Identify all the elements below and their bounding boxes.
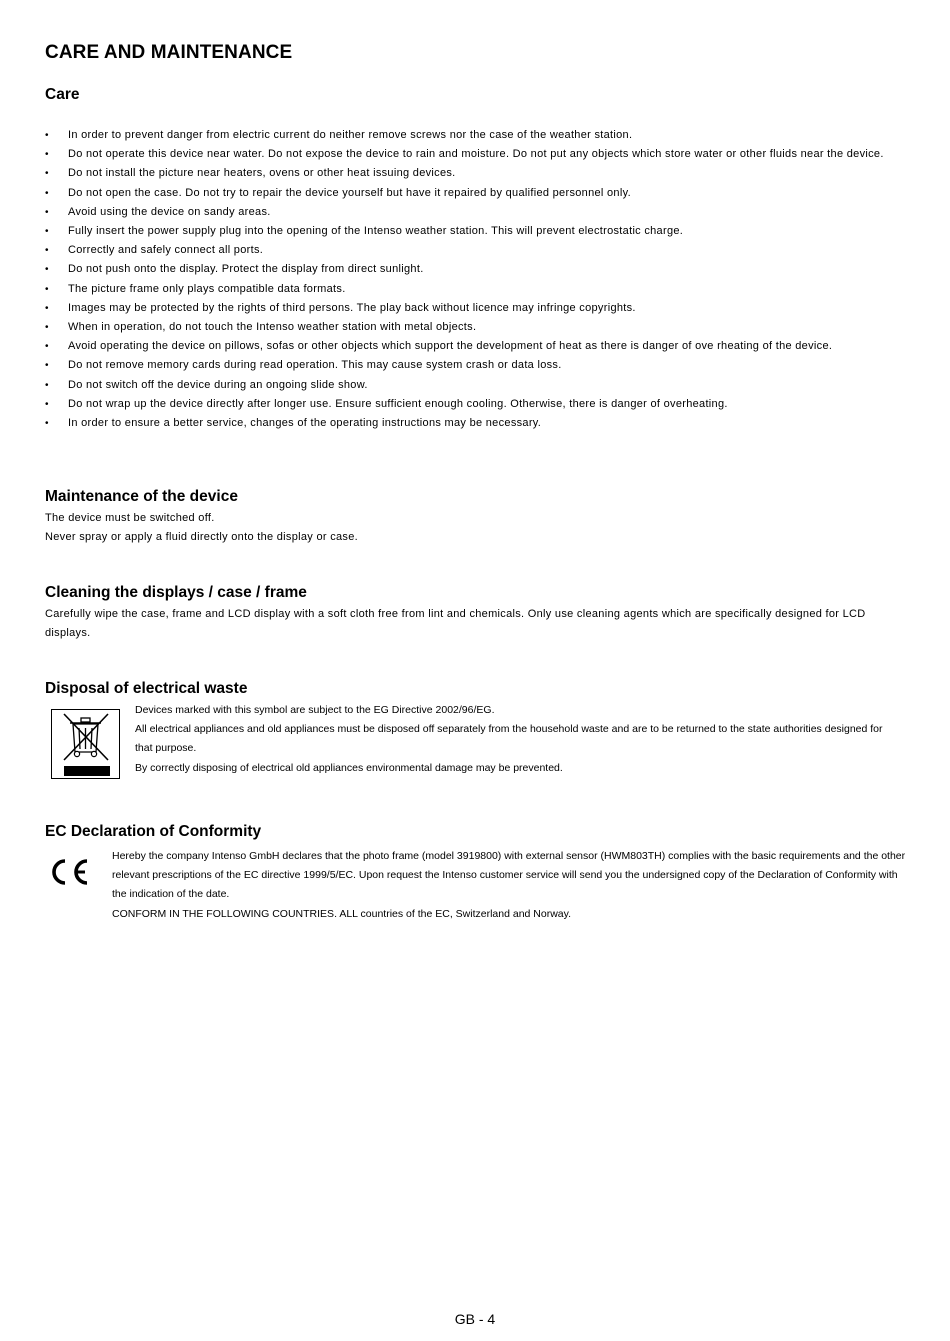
care-heading: Care [45,86,80,103]
disposal-text [135,701,895,778]
maintenance-text [45,509,905,547]
conformity-line: CONFORM IN THE FOLLOWING COUNTRIES. ALL countries of the EC, Switzerland and Norway. [112,907,572,920]
list-item: • Do not open the case. Do not try to repair the device yourself but have it repaired by qualified personnel only. [45,184,905,203]
list-item: • In order to prevent danger from electric current do neither remove screws nor the case of the weather station. [45,126,905,145]
list-item: • Correctly and safely connect all ports. [45,241,905,260]
list-item: • Do not operate this device near water. Do not expose the device to rain and moisture. Do not put any objects which store water or other fluids near the device. [45,145,905,164]
list-item: • The picture frame only plays compatible data formats. [45,280,905,299]
care-list [45,126,905,433]
conformity-line: Hereby the company Intenso GmbH declares that the photo frame (model 3919800) with external sensor (HWM803TH) complies with the basic requirements and the other relevant prescriptions of the EC directive 1999/5/EC. Upon request the Intenso customer service will send you the undersigned copy of the Declaration of Conformity with the indication of the date. [112,850,906,901]
list-item: • Do not switch off the device during an ongoing slide show. [45,376,905,395]
cleaning-heading: Cleaning the displays / case / frame [45,584,307,601]
list-item: • Avoid using the device on sandy areas. [45,203,905,222]
list-item: • In order to ensure a better service, changes of the operating instructions may be necessary. [45,414,905,433]
list-item: • Fully insert the power supply plug into the opening of the Intenso weather station. This will prevent electrostatic charge. [45,222,905,241]
disposal-line: Devices marked with this symbol are subject to the EG Directive 2002/96/EG. [135,704,495,716]
conformity-text [112,847,912,924]
list-item: • Do not wrap up the device directly after longer use. Ensure sufficient enough cooling. Otherwise, there is danger of overheating. [45,395,905,414]
list-item: • Do not remove memory cards during read operation. This may cause system crash or data loss. [45,356,905,375]
maintenance-line: The device must be switched off. [45,512,215,524]
weee-crossed-bin-icon [51,709,120,779]
page-title: CARE AND MAINTENANCE [45,42,293,63]
page-number: GB - 4 [454,1311,496,1327]
list-item: • Do not install the picture near heaters, ovens or other heat issuing devices. [45,164,905,183]
list-item: • When in operation, do not touch the Intenso weather station with metal objects. [45,318,905,337]
disposal-line: By correctly disposing of electrical old appliances environmental damage may be prevented. [135,761,563,774]
list-item: • Images may be protected by the rights of third persons. The play back without licence may infringe copyrights. [45,299,905,318]
maintenance-line: Never spray or apply a fluid directly onto the display or case. [45,531,358,544]
disposal-heading: Disposal of electrical waste [45,680,248,697]
ce-mark-icon [47,856,91,888]
conformity-heading: EC Declaration of Conformity [45,823,262,840]
list-item: • Avoid operating the device on pillows, sofas or other objects which support the development of heat as there is danger of ove rheating of the device. [45,337,905,356]
maintenance-heading: Maintenance of the device [45,488,238,505]
cleaning-text: Carefully wipe the case, frame and LCD display with a soft cloth free from lint and chemicals. Only use cleaning agents which are specifically designed for LCD displays. [45,608,866,640]
disposal-line: All electrical appliances and old appliances must be disposed off separately from the household waste and are to be returned to the state authorities designed for that purpose. [135,723,883,755]
list-item: • Do not push onto the display. Protect the display from direct sunlight. [45,260,905,279]
